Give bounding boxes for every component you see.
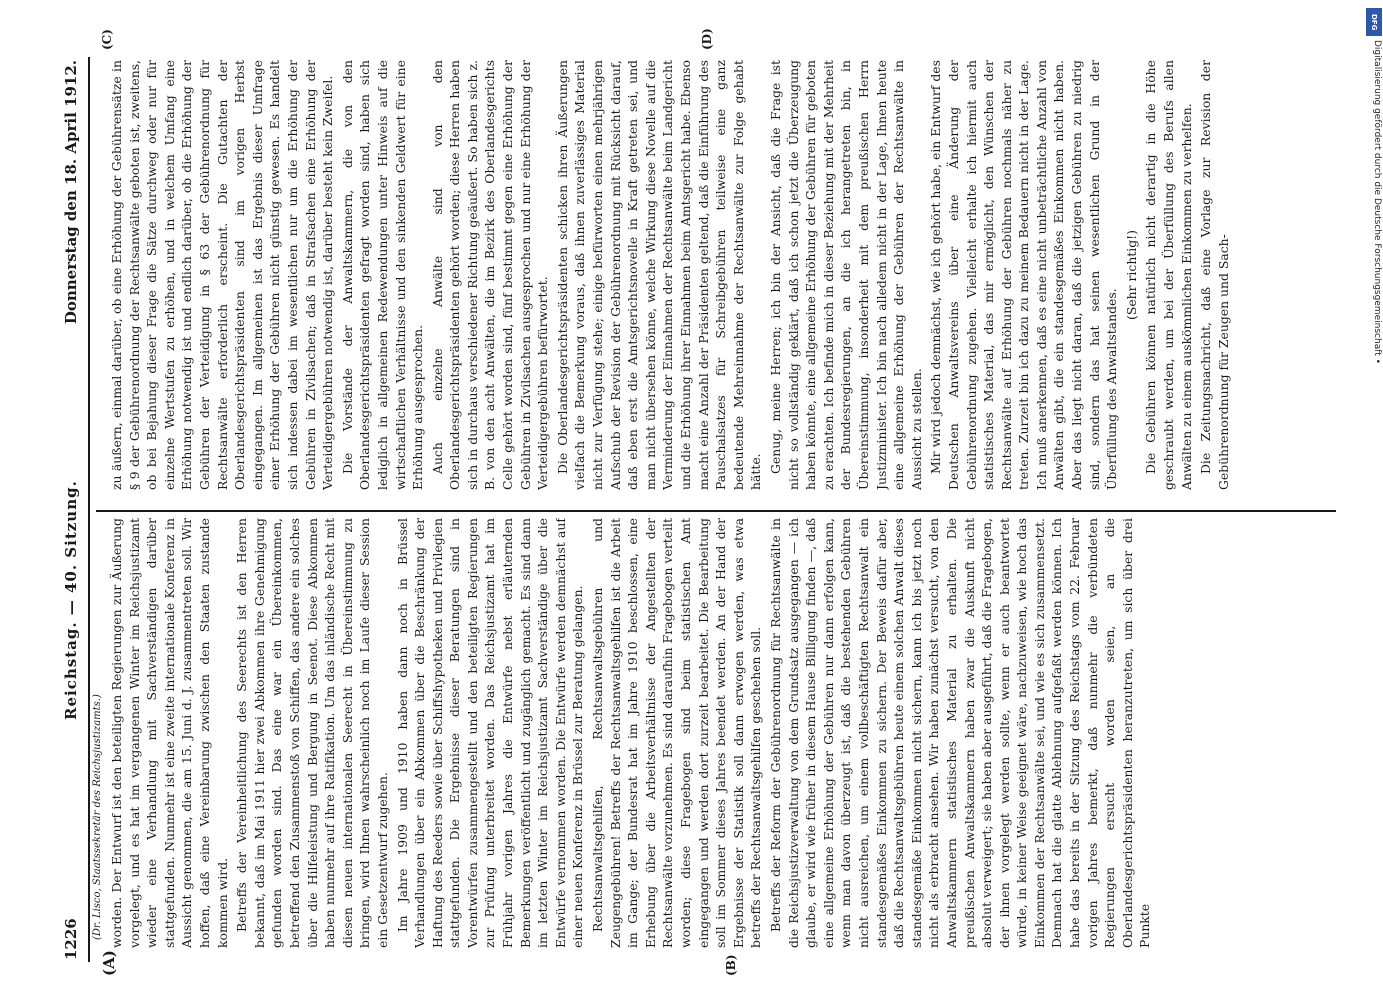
page-header — [62, 60, 88, 960]
paragraph: Rechtsanwaltsgehilfen, Rechtsanwaltsgebühren und Zeugengebühren! Betreffs der Rechtsanwaltsgehilfen ist die Arbeit im Gange; der Bundesrat hat im Jahre 1910 beschlossen, eine Erhebung über die Arbeitsverhältnisse der Angestellten der Rechtsanwälte vorzunehmen. Es sind daraufhin Fragebogen verteilt worden; diese Fragebogen sind beim statistischen Amt eingegangen und werden dort zurzeit bearbeitet. Die Bearbeitung soll im Sommer dieses Jahres beendet werden. An der Hand der Ergebnisse der Statistik soll dann erwogen werden, was etwa betreffs der Rechtsanwaltsgehilfen geschehen soll. — [590, 518, 764, 948]
paragraph: Betreffs der Vereinheitlichung des Seerechts ist den Herren bekannt, daß im Mai 1911 hier zwei Abkommen ihre Genehmigung gefunden worden sind. Das eine war ein Übereinkommen, betreffend den Zusammenstoß von Schiffen, das andere ein solches über die Hilfeleistung und Bergung in Seenot. Diese Abkommen haben nunmehr auf ihre Ratifikation. Um das inländische Recht mit diesen neuen internationalen Seerecht in Übereinstimmung zu bringen, wird Ihnen wahrscheinlich noch im Laufe dieser Session ein Gesetzentwurf zugehen. — [234, 518, 390, 948]
digitization-credit: Digitalisierung gefördert durch die Deutsche Forschungsgemeinschaft • — [1372, 40, 1382, 364]
paragraph: Auch einzelne Anwälte sind von den Oberlandesgerichtspräsidenten gehört worden; diese Herren haben sich in durchaus verschiedener Richtung geäußert. So haben sich z. B. von den acht Anwälten, die im Bezirk des Oberlandesgerichts Celle gehört worden sind, fünf bestimmt gegen eine Erhöhung der Gebühren in Zivilsachen ausgesprochen und nur eine Erhöhung der Verteidigergebühren befürwortet. — [429, 60, 551, 490]
dfg-logo: DFG — [1366, 8, 1382, 36]
column-separator — [96, 510, 1336, 512]
margin-marker-a: (A) — [100, 950, 118, 976]
paragraph: Genug, meine Herren; ich bin der Ansicht, daß die Frage ist nicht so vollständig geklärt, daß ich schon jetzt die Überzeugung haben könnte, eine allgemeine Erhöhung der Gebühren für geboten zu erachten. Ich befinde mich in dieser Beziehung mit der Mehrheit der Bundesregierungen, an die ich herangetreten bin, in Übereinstimmung, insonderheit mit dem preußischen Herrn Justizminister. Ich bin nach alledem nicht in der Lage, Ihnen heute eine allgemeine Erhöhung der Gebühren der Rechtsanwälte in Aussicht zu stellen. — [767, 60, 924, 490]
right-column — [108, 60, 1338, 490]
paragraph: Mir wird jedoch demnächst, wie ich gehört habe, ein Entwurf des Deutschen Anwaltsvereins über eine Änderung der Gebührenordnung zugehen. Vielleicht erhalte ich hiermit auch statistisches Material, das mir ermöglicht, den Wünschen der Rechtsanwälte auf Erhöhung der Gebühren nochmals näher zu treten. Zurzeit bin ich dazu zu meinem Bedauern nicht in der Lage. Ich muß anerkennen, daß es eine nicht unbeträchtliche Anzahl von Anwälten gibt, die ein standesgemäßes Einkommen nicht haben. Aber das liegt nicht daran, daß die jetzigen Gebühren zu niedrig sind, sondern das hat seinen wesentlichen Grund in der Überfüllung des Anwaltstandes. — [928, 60, 1120, 490]
session-title: Reichstag. — 40. Sitzung. — [62, 480, 80, 720]
paragraph: Die Zeitungsnachricht, daß eine Vorlage zur Revision der Gebührenordnung für Zeugen und Sach- — [1198, 60, 1231, 490]
paragraph: zu äußern, einmal darüber, ob eine Erhöhung der Gebührensätze in § 9 der Gebührenordnung der Rechtsanwälte geboten ist, zweitens, ob bei Bejahung dieser Frage die Sätze durchweg oder nur für einzelne Wertstufen zu erhöhen, und in welchem Umfang eine Erhöhung notwendig ist und endlich darüber, ob die Erhöhung der Gebühren der Verteidigung in § 63 der Gebührenordnung für Rechtsanwälte erforderlich erscheint. Die Gutachten der Oberlandesgerichtspräsidenten sind im vorigen Herbst eingegangen. Im allgemeinen ist das Ergebnis dieser Umfrage einer Erhöhung der Gebühren nicht günstig gewesen. Es handelt sich indessen dabei im wesentlichen nur um die Erhöhung der Gebühren in Zivilsachen; daß in Strafsachen eine Erhöhung der Verteidigergebühren notwendig ist, darüber besteht kein Zweifel. — [109, 60, 336, 490]
margin-marker-c: (C) — [100, 29, 114, 50]
session-date: Donnerstag den 18. April 1912. — [62, 60, 80, 325]
paragraph: Im Jahre 1909 und 1910 haben dann noch in Brüssel Verhandlungen über ein Abkommen über die Beschränkung der Haftung des Reeders sowie über Schiffshypotheken und Privilegien stattgefunden. Die Ergebnisse dieser Beratungen sind in Vorentwürfen zusammengestellt und den beteiligten Regierungen zur Prüfung unterbreitet worden. Das Reichsjustizamt hat im Frühjahr vorigen Jahres die Entwürfe nebst erläuternden Bemerkungen veröffentlicht und zugänglich gemacht. Es sind dann im letzten Winter im Reichsjustizamt Sachverständige über die Entwürfe vernommen worden. Die Entwürfe werden demnächst auf einer neuen Konferenz in Brüssel zur Beratung gelangen. — [394, 518, 586, 948]
paragraph: Die Vorstände der Anwaltskammern, die von den Oberlandesgerichtspräsidenten gefragt worden sind, haben sich lediglich in allgemeinen Redewendungen unter Hinweis auf die wirtschaftlichen Verhältnisse und den sinkenden Geldwert für eine Erhöhung ausgesprochen. — [339, 60, 426, 490]
margin-marker-b: (B) — [724, 954, 738, 976]
paragraph: Die Gebühren können natürlich nicht derartig in die Höhe geschraubt werden, um bei der Überfüllung des Berufs allen Anwälten zu einem auskömmlichen Einkommen zu verhelfen. — [1143, 60, 1194, 490]
paragraph: worden. Der Entwurf ist den beteiligten Regierungen zur Äußerung vorgelegt, und es hat im vergangenen Winter im Reichsjustizamt wieder eine Verhandlung mit Sachverständigen darüber stattgefunden. Nunmehr ist eine zweite internationale Konferenz in Aussicht genommen, die am 15. Juni d. J. zusammentreten soll. Wir hoffen, daß eine Vereinbarung zwischen den Staaten zustande kommen wird. — [109, 518, 230, 948]
margin-marker-d: (D) — [700, 28, 714, 50]
speaker-note: (Dr. Lisco, Staatssekretär des Reichsjustizamts.) — [92, 694, 103, 940]
header-rule — [88, 57, 90, 962]
page-number: 1226 — [62, 918, 80, 960]
interjection: (Sehr richtig!) — [1123, 230, 1139, 320]
left-column — [108, 518, 1338, 948]
paragraph: Die Oberlandesgerichtspräsidenten schicken ihren Äußerungen vielfach die Bemerkung voraus, daß ihnen zuverlässiges Material nicht zur Verfügung stehe; einige befürworten einen mehrjährigen Aufschub der Revision der Gebührenordnung mit Rücksicht darauf, daß eben erst die Amtsgerichtsnovelle in Kraft getreten sei, und man nicht übersehen könne, welche Wirkung diese Novelle auf die Verminderung der Einnahmen der Rechtsanwälte beim Landgericht und die Erhöhung ihrer Einnahmen beim Amtsgericht habe. Ebenso macht eine Anzahl der Präsidenten geltend, daß die Einführung des Pauschalsatzes für Schreibgebühren teilweise eine ganz bedeutende Mehreinnahme der Rechtsanwälte zur Folge gehabt hätte. — [554, 60, 764, 490]
paragraph: Betreffs der Reform der Gebührenordnung für Rechtsanwälte in die Reichsjustizverwaltung von dem Grundsatz ausgegangen — ich glaube, er wird wie früher in diesem Hause Billigung finden —, daß eine allgemeine Erhöhung der Gebühren nur dann erfolgen kann, wenn man davon überzeugt ist, daß die bestehenden Gebühren nicht ausreichen, um einem vollbeschäftigten Rechtsanwalt ein standesgemäßes Einkommen zu sichern. Der Beweis dafür aber, daß die Rechtsanwaltsgebühren heute einem solchen Anwalt dieses standesgemäße Einkommen nicht sichern, kann ich bis jetzt noch nicht als erbracht ansehen. Wir haben zunächst versucht, von den Anwaltskammern statistisches Material zu erhalten. Die preußischen Anwaltskammern haben zwar die Auskunft nicht absolut verweigert; sie haben aber ausgeführt, daß die Fragebogen, der ihnen vorgelegt werden sollte, wenn er auch beantwortet würde, in keiner Weise geeignet wäre, nachzuweisen, wie hoch das Einkommen der Rechtsanwälte sei, und wie es sich zusammensetzt. Demnach hat die glatte Ablehnung aufgefaßt werden können. Ich habe das bereits in der Sitzung des Reichstags vom 22. Februar vorigen Jahres bemerkt, daß nunmehr die verbündeten Regierungen ersucht worden seien, an die Oberlandesgerichtspräsidenten heranzutreten, um sich über drei Punkte — [767, 518, 1153, 948]
